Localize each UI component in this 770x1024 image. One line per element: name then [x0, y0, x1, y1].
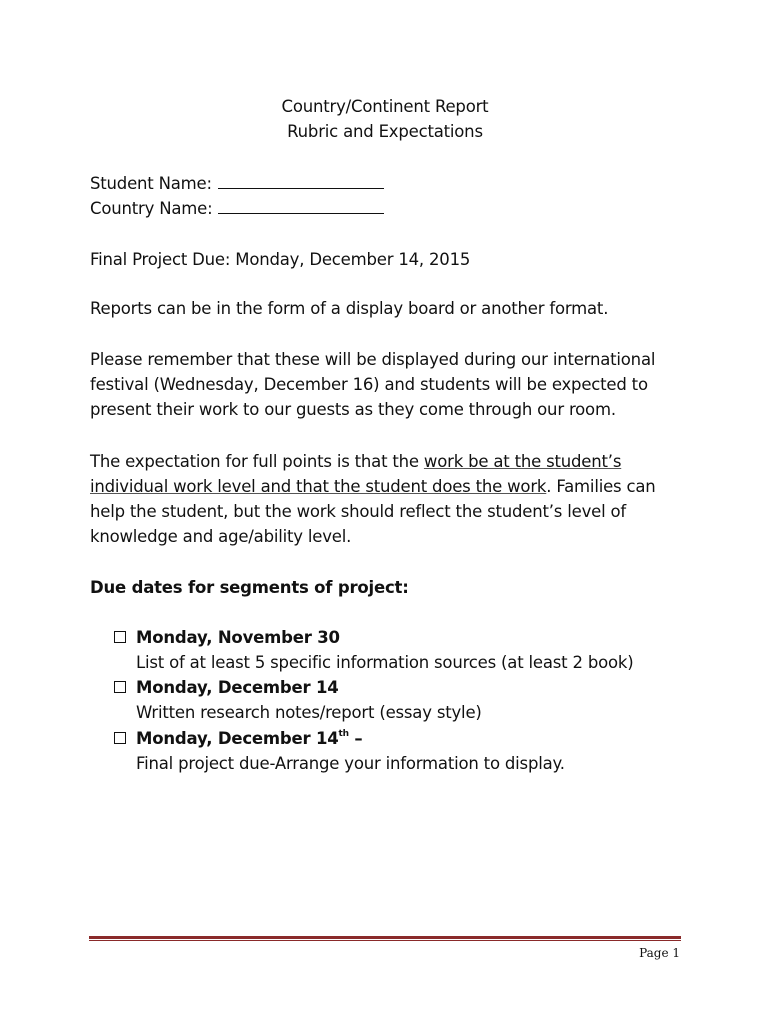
student-name-label: Student Name:	[90, 174, 212, 193]
segment-date	[136, 726, 362, 751]
expectation-paragraph-line	[90, 474, 656, 499]
segment-description: Final project due-Arrange your information to display.	[136, 754, 565, 773]
segment-date-dash: –	[348, 729, 363, 748]
student-name-blank	[218, 172, 384, 189]
segment-date: Monday, November 30	[136, 628, 340, 647]
segment-description: Written research notes/report (essay style)	[136, 703, 482, 722]
display-paragraph-line: present their work to our guests as they come through our room.	[90, 400, 616, 419]
expectation-paragraph-line	[90, 449, 621, 474]
checkbox-icon[interactable]	[114, 681, 126, 693]
page-number: Page 1	[639, 946, 680, 960]
expectation-paragraph-line: knowledge and age/ability level.	[90, 527, 352, 546]
expectation-underlined-text: work be at the student’s	[423, 452, 622, 471]
footer-rule	[89, 936, 681, 939]
expectation-text: The expectation for full points is that the	[90, 452, 424, 471]
report-title: Country/Continent Report	[281, 97, 489, 116]
expectation-paragraph-line: help the student, but the work should reflect the student’s level of	[90, 502, 627, 521]
country-name-label: Country Name:	[90, 199, 213, 218]
segment-date-text: Monday, December 14	[136, 729, 339, 748]
segment-description: List of at least 5 specific information sources (at least 2 book)	[136, 653, 634, 672]
student-name-field	[90, 171, 384, 196]
expectation-text: . Families can	[546, 477, 656, 496]
segment-date: Monday, December 14	[136, 678, 339, 697]
segments-heading: Due dates for segments of project:	[90, 578, 409, 597]
final-due-line: Final Project Due: Monday, December 14, 2015	[90, 250, 471, 269]
segment-date-ordinal: th	[338, 729, 349, 739]
footer-rule-thin	[89, 940, 681, 941]
report-subtitle: Rubric and Expectations	[287, 122, 483, 141]
format-paragraph: Reports can be in the form of a display board or another format.	[90, 299, 609, 318]
display-paragraph-line: festival (Wednesday, December 16) and students will be expected to	[90, 375, 648, 394]
country-name-field	[90, 196, 384, 221]
expectation-underlined-text: individual work level and that the student does the work	[90, 477, 547, 496]
checkbox-icon[interactable]	[114, 631, 126, 643]
display-paragraph-line: Please remember that these will be displayed during our international	[90, 350, 656, 369]
country-name-blank	[218, 197, 384, 214]
checkbox-icon[interactable]	[114, 732, 126, 744]
